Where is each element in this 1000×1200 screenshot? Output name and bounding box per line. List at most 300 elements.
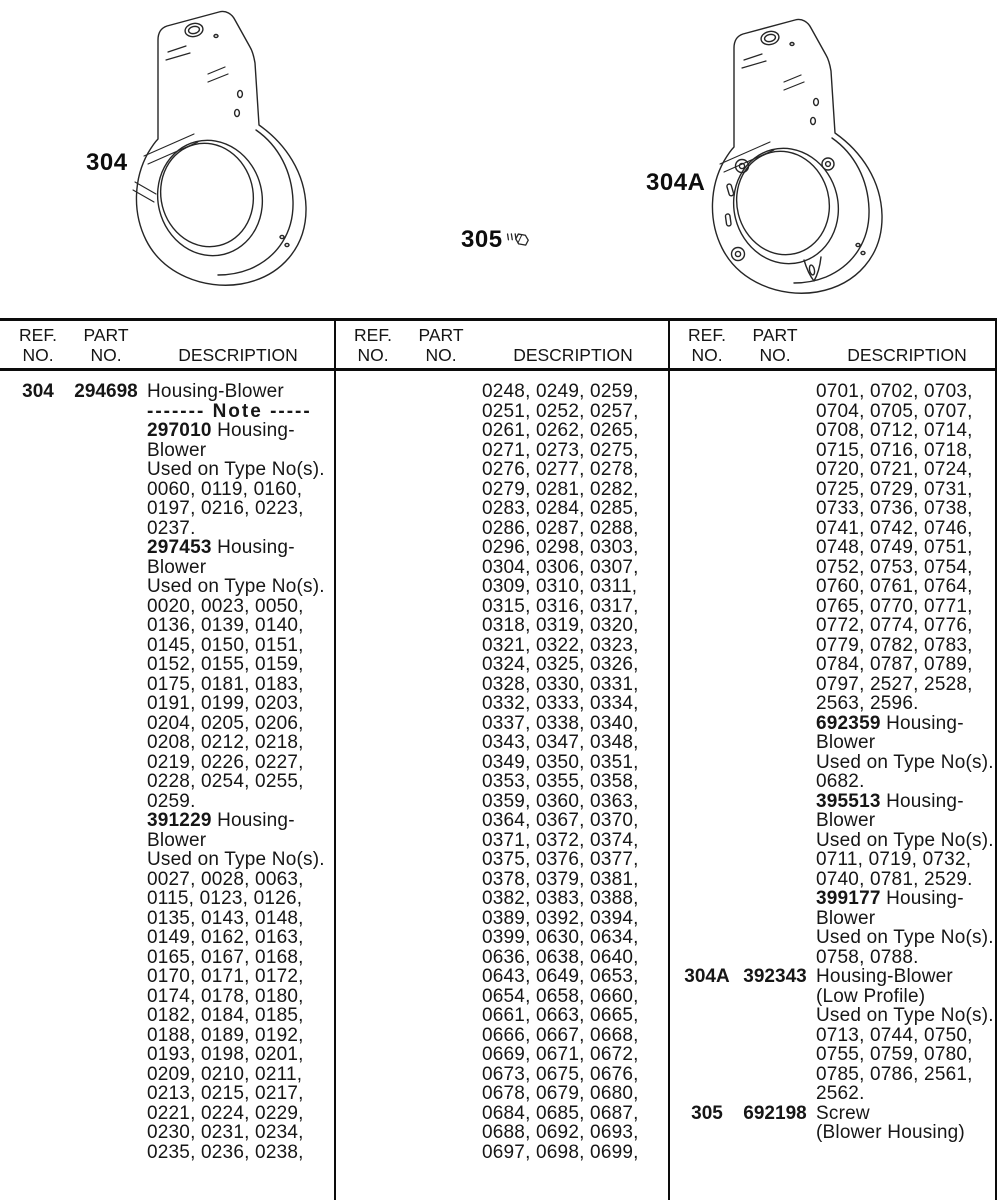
ref-no-cell: [11, 889, 65, 909]
blower-housing-304-drawing: [128, 6, 318, 286]
part-no-cell: [400, 948, 482, 968]
part-no-cell: [734, 421, 816, 441]
part-no-cell: [734, 480, 816, 500]
description-cell: 0276, 0277, 0278,: [482, 459, 639, 480]
part-no-cell: [400, 675, 482, 695]
figure-label-304: 304: [86, 149, 128, 176]
description-cell: Used on Type No(s).: [147, 576, 325, 597]
ref-no-cell: [11, 402, 65, 422]
ref-no-cell: [11, 636, 65, 656]
ref-no-cell: [11, 1143, 65, 1163]
description-cell: 0208, 0212, 0218,: [147, 732, 304, 753]
ref-no-cell: [11, 597, 65, 617]
part-no-cell: [734, 889, 816, 909]
description-cell: 0797, 2527, 2528,: [816, 673, 973, 695]
part-no-cell: [400, 753, 482, 773]
ref-no-cell: [346, 928, 400, 948]
header-ref-no: REF. NO.: [19, 325, 57, 365]
part-no-cell: [65, 733, 147, 753]
table-row: [1, 675, 333, 695]
ref-no-cell: [680, 1065, 734, 1085]
ref-no-cell: [346, 948, 400, 968]
description-cell: 0343, 0347, 0348,: [482, 732, 639, 753]
table-row: [670, 987, 1000, 1007]
description-cell: 0711, 0719, 0732,: [816, 849, 972, 870]
figure-label-305: 305: [461, 226, 503, 253]
table-header: [336, 318, 668, 365]
ref-no-cell: [11, 948, 65, 968]
part-no-cell: [65, 772, 147, 792]
ref-no-cell: [11, 1104, 65, 1124]
part-no-cell: [400, 1065, 482, 1085]
part-no-cell: [65, 811, 147, 831]
ref-no-cell: [11, 987, 65, 1007]
description-cell: Blower: [816, 907, 876, 929]
ref-no-cell: [11, 811, 65, 831]
description-cell: 0204, 0205, 0206,: [147, 712, 304, 734]
part-no-cell: [734, 382, 816, 402]
table-row: [1, 889, 333, 909]
table-row: [670, 519, 1000, 539]
ref-no-cell: [346, 889, 400, 909]
ref-no-cell: [346, 558, 400, 578]
part-no-cell: [734, 519, 816, 539]
ref-no-cell: [346, 733, 400, 753]
ref-no-cell: [680, 402, 734, 422]
part-no-cell: [734, 1045, 816, 1065]
part-no-cell: [400, 616, 482, 636]
description-cell: 0191, 0199, 0203,: [147, 693, 304, 714]
part-no-cell: [400, 480, 482, 500]
description-cell: Blower: [147, 556, 207, 578]
part-no-cell: [400, 831, 482, 851]
description-cell: 391229 Housing-: [147, 810, 295, 831]
table-row: [1, 714, 333, 734]
description-cell: 0785, 0786, 2561,: [816, 1063, 973, 1085]
table-row: [670, 441, 1000, 461]
part-no-cell: [734, 948, 816, 968]
part-no-cell: [400, 655, 482, 675]
table-row: [670, 402, 1000, 422]
ref-no-cell: [11, 792, 65, 812]
ref-no-cell: [346, 675, 400, 695]
ref-no-cell: [11, 480, 65, 500]
description-cell: Used on Type No(s).: [147, 849, 325, 870]
description-cell: 0213, 0215, 0217,: [147, 1083, 304, 1104]
table-row: [670, 675, 1000, 695]
ref-no-cell: [11, 1123, 65, 1143]
description-cell: 0165, 0167, 0168,: [147, 946, 304, 968]
ref-no-cell: [346, 616, 400, 636]
part-no-cell: [65, 1143, 147, 1163]
description-cell: 0399, 0630, 0634,: [482, 927, 639, 948]
ref-no-cell: [346, 967, 400, 987]
description-cell: 0145, 0150, 0151,: [147, 634, 304, 656]
table-row: [1, 1006, 333, 1026]
part-no-cell: [734, 402, 816, 422]
part-no-cell: [400, 1084, 482, 1104]
table-row: [1, 1104, 333, 1124]
ref-no-cell: 304: [22, 381, 54, 402]
ref-no-cell: [11, 870, 65, 890]
table-row: [670, 597, 1000, 617]
part-no-cell: [65, 1123, 147, 1143]
ref-no-cell: [346, 1123, 400, 1143]
description-cell: 0353, 0355, 0358,: [482, 771, 639, 792]
table-row: [670, 1065, 1000, 1085]
description-cell: 297010 Housing-: [147, 420, 295, 441]
ref-no-cell: [11, 1026, 65, 1046]
description-cell: 297453 Housing-: [147, 537, 295, 558]
ref-no-cell: [11, 831, 65, 851]
description-cell: 0697, 0698, 0699,: [482, 1141, 639, 1163]
ref-no-cell: [11, 1045, 65, 1065]
table-row: [1, 441, 333, 461]
ref-no-cell: [346, 772, 400, 792]
part-no-cell: [400, 1026, 482, 1046]
ref-no-cell: [680, 772, 734, 792]
ref-no-cell: [346, 792, 400, 812]
part-no-cell: [400, 538, 482, 558]
part-no-cell: [400, 519, 482, 539]
description-cell: 0720, 0721, 0724,: [816, 459, 973, 480]
ref-no-cell: [680, 382, 734, 402]
description-cell: 0636, 0638, 0640,: [482, 946, 639, 968]
ref-no-cell: [346, 441, 400, 461]
ref-no-cell: [680, 850, 734, 870]
part-no-cell: [400, 1104, 482, 1124]
description-cell: 0688, 0692, 0693,: [482, 1122, 639, 1143]
description-cell: 0371, 0372, 0374,: [482, 829, 639, 851]
ref-no-cell: [680, 792, 734, 812]
part-no-cell: [400, 909, 482, 929]
description-cell: 0197, 0216, 0223,: [147, 498, 304, 519]
part-no-cell: 692198: [743, 1102, 807, 1124]
part-no-cell: [65, 616, 147, 636]
ref-no-cell: [11, 421, 65, 441]
table-row: [336, 948, 668, 968]
ref-no-cell: [680, 987, 734, 1007]
part-no-cell: [65, 850, 147, 870]
table-row: [1, 382, 333, 402]
table-row: [1, 772, 333, 792]
part-no-cell: [65, 889, 147, 909]
part-no-cell: [65, 538, 147, 558]
table-row: [336, 928, 668, 948]
ref-no-cell: [680, 460, 734, 480]
ref-no-cell: [346, 909, 400, 929]
ref-no-cell: [11, 655, 65, 675]
ref-no-cell: [680, 714, 734, 734]
table-row: [670, 1104, 1000, 1124]
ref-no-cell: [680, 597, 734, 617]
ref-no-cell: [346, 655, 400, 675]
part-no-cell: [65, 1104, 147, 1124]
part-no-cell: [734, 811, 816, 831]
description-cell: Used on Type No(s).: [816, 751, 994, 773]
part-no-cell: [734, 928, 816, 948]
part-no-cell: [734, 1026, 816, 1046]
table-row: [670, 655, 1000, 675]
ref-no-cell: [346, 870, 400, 890]
ref-no-cell: [680, 889, 734, 909]
part-no-cell: 392343: [743, 966, 807, 987]
part-no-cell: [65, 694, 147, 714]
table-row: [670, 948, 1000, 968]
description-cell: 0673, 0675, 0676,: [482, 1063, 639, 1085]
ref-no-cell: [346, 714, 400, 734]
part-no-cell: [734, 753, 816, 773]
description-cell: 0359, 0360, 0363,: [482, 790, 639, 812]
ref-no-cell: [680, 655, 734, 675]
part-no-cell: [400, 558, 482, 578]
description-cell: 0221, 0224, 0229,: [147, 1102, 304, 1124]
header-description: DESCRIPTION: [178, 345, 298, 365]
ref-no-cell: [11, 928, 65, 948]
description-cell: 399177 Housing-: [816, 888, 964, 909]
table-row: [336, 558, 668, 578]
description-cell: 0182, 0184, 0185,: [147, 1005, 304, 1026]
table-row: [1, 519, 333, 539]
ref-no-cell: [680, 1026, 734, 1046]
part-no-cell: [400, 889, 482, 909]
description-cell: 0304, 0306, 0307,: [482, 556, 639, 578]
part-no-cell: [65, 597, 147, 617]
description-cell: 0174, 0178, 0180,: [147, 985, 304, 1007]
table-row: [670, 753, 1000, 773]
part-no-cell: [734, 792, 816, 812]
part-no-cell: [400, 441, 482, 461]
ref-no-cell: [11, 753, 65, 773]
part-no-cell: [400, 870, 482, 890]
table-row: [336, 694, 668, 714]
ref-no-cell: [11, 694, 65, 714]
part-no-cell: [734, 870, 816, 890]
table-row: [336, 1045, 668, 1065]
part-no-cell: [400, 1045, 482, 1065]
ref-no-cell: [680, 909, 734, 929]
ref-no-cell: [680, 1006, 734, 1026]
description-cell: 0389, 0392, 0394,: [482, 907, 639, 929]
part-no-cell: [65, 499, 147, 519]
table-row: [1, 1045, 333, 1065]
ref-no-cell: [11, 538, 65, 558]
part-no-cell: [65, 987, 147, 1007]
ref-no-cell: [346, 811, 400, 831]
table-row: [336, 538, 668, 558]
description-cell: 0328, 0330, 0331,: [482, 673, 639, 695]
description-cell: Screw: [816, 1102, 870, 1124]
description-cell: 0279, 0281, 0282,: [482, 478, 639, 500]
ref-no-cell: [680, 1084, 734, 1104]
ref-no-cell: [346, 1104, 400, 1124]
description-cell: 0261, 0262, 0265,: [482, 420, 639, 441]
ref-no-cell: [680, 499, 734, 519]
blower-housing-304a-drawing: [704, 14, 894, 294]
table-row: [670, 1045, 1000, 1065]
table-row: [1, 655, 333, 675]
ref-no-cell: [346, 1026, 400, 1046]
table-row: [670, 928, 1000, 948]
ref-no-cell: [11, 460, 65, 480]
table-row: [670, 889, 1000, 909]
ref-no-cell: [11, 616, 65, 636]
table-row: [1, 480, 333, 500]
table-row: [336, 831, 668, 851]
table-row: [1, 1026, 333, 1046]
ref-no-cell: [680, 616, 734, 636]
table-row: [670, 636, 1000, 656]
description-cell: 0758, 0788.: [816, 946, 919, 968]
ref-no-cell: [346, 382, 400, 402]
ref-no-cell: [346, 460, 400, 480]
table-row: [1, 948, 333, 968]
description-cell: Used on Type No(s).: [147, 459, 325, 480]
part-no-cell: [734, 1123, 816, 1143]
screw-305-icon: [502, 226, 532, 254]
ref-no-cell: [680, 948, 734, 968]
description-cell: 0752, 0753, 0754,: [816, 556, 973, 578]
part-no-cell: [400, 733, 482, 753]
part-no-cell: [65, 831, 147, 851]
ref-no-cell: [11, 967, 65, 987]
ref-no-cell: [11, 558, 65, 578]
description-cell: 0020, 0023, 0050,: [147, 595, 304, 617]
part-no-cell: [734, 1065, 816, 1085]
ref-no-cell: [346, 538, 400, 558]
table-row: [670, 811, 1000, 831]
description-cell: 0324, 0325, 0326,: [482, 654, 639, 675]
ref-no-cell: [346, 480, 400, 500]
table-row: [1, 1065, 333, 1085]
description-cell: 0228, 0254, 0255,: [147, 771, 304, 792]
figure-label-304a: 304A: [646, 169, 706, 196]
ref-no-cell: [346, 1143, 400, 1163]
description-cell: 0318, 0319, 0320,: [482, 615, 639, 636]
table-row: [336, 1006, 668, 1026]
table-row: [336, 889, 668, 909]
description-cell: 2563, 2596.: [816, 693, 919, 714]
description-cell: 0337, 0338, 0340,: [482, 712, 639, 734]
description-cell: 0760, 0761, 0764,: [816, 576, 973, 597]
part-no-cell: [400, 1006, 482, 1026]
part-no-cell: [734, 538, 816, 558]
description-cell: 0375, 0376, 0377,: [482, 849, 639, 870]
description-cell: 0060, 0119, 0160,: [147, 478, 303, 500]
description-cell: 0643, 0649, 0653,: [482, 966, 639, 987]
description-cell: 0115, 0123, 0126,: [147, 888, 303, 909]
part-no-cell: [734, 772, 816, 792]
ref-no-cell: [346, 1065, 400, 1085]
description-cell: 0027, 0028, 0063,: [147, 868, 304, 890]
description-cell: 0682.: [816, 771, 865, 792]
ref-no-cell: [346, 577, 400, 597]
description-cell: 0149, 0162, 0163,: [147, 927, 304, 948]
table-row: [336, 811, 668, 831]
description-cell: 0237.: [147, 517, 196, 539]
table-row: [1, 460, 333, 480]
part-no-cell: [400, 694, 482, 714]
description-cell: 0784, 0787, 0789,: [816, 654, 973, 675]
ref-no-cell: [346, 402, 400, 422]
header-part-no: PART NO.: [83, 325, 129, 365]
part-no-cell: [734, 831, 816, 851]
description-cell: 0309, 0310, 0311,: [482, 576, 638, 597]
description-cell: 0230, 0231, 0234,: [147, 1122, 304, 1143]
table-row: [670, 1084, 1000, 1104]
table-row: [1, 538, 333, 558]
part-no-cell: [65, 967, 147, 987]
ref-no-cell: [680, 636, 734, 656]
part-no-cell: [400, 402, 482, 422]
header-description: DESCRIPTION: [513, 345, 633, 365]
table-row: [336, 870, 668, 890]
description-cell: 0271, 0273, 0275,: [482, 439, 639, 461]
description-cell: 0765, 0770, 0771,: [816, 595, 973, 617]
header-part-no: PART NO.: [752, 325, 798, 365]
ref-no-cell: [680, 811, 734, 831]
ref-no-cell: [11, 577, 65, 597]
description-cell: 0678, 0679, 0680,: [482, 1083, 639, 1104]
description-cell: 0684, 0685, 0687,: [482, 1102, 639, 1124]
part-no-cell: [400, 636, 482, 656]
part-no-cell: [65, 792, 147, 812]
part-no-cell: [734, 850, 816, 870]
part-no-cell: [65, 558, 147, 578]
ref-no-cell: [680, 753, 734, 773]
table-row: [670, 460, 1000, 480]
ref-no-cell: [680, 1045, 734, 1065]
table-row: [670, 577, 1000, 597]
table-row: [1, 421, 333, 441]
description-cell: 0248, 0249, 0259,: [482, 381, 639, 402]
table-header: [670, 318, 1000, 365]
table-row: [1, 870, 333, 890]
ref-no-cell: [346, 519, 400, 539]
ref-no-cell: [11, 714, 65, 734]
description-cell: Used on Type No(s).: [816, 927, 994, 948]
table-row: [1, 792, 333, 812]
ref-no-cell: [11, 733, 65, 753]
parts-table: [0, 318, 1000, 1200]
table-row: [336, 714, 668, 734]
part-no-cell: [734, 733, 816, 753]
part-no-cell: [400, 577, 482, 597]
ref-no-cell: [346, 987, 400, 1007]
part-no-cell: [65, 1084, 147, 1104]
header-ref-no: REF. NO.: [354, 325, 392, 365]
table-row: [336, 460, 668, 480]
table-column-body-2: [336, 382, 668, 1162]
part-no-cell: [734, 460, 816, 480]
description-cell: 0661, 0663, 0665,: [482, 1005, 639, 1026]
part-no-cell: [400, 811, 482, 831]
description-cell: 0733, 0736, 0738,: [816, 498, 973, 519]
part-no-cell: [400, 772, 482, 792]
ref-no-cell: [346, 753, 400, 773]
table-row: [336, 772, 668, 792]
description-cell: 0741, 0742, 0746,: [816, 517, 973, 539]
part-no-cell: [400, 850, 482, 870]
description-cell: 0315, 0316, 0317,: [482, 595, 639, 617]
ref-no-cell: [346, 1006, 400, 1026]
part-no-cell: [400, 792, 482, 812]
ref-no-cell: [346, 850, 400, 870]
description-cell: 0364, 0367, 0370,: [482, 810, 639, 831]
description-cell: 0666, 0667, 0668,: [482, 1024, 639, 1046]
description-cell: Blower: [816, 810, 876, 831]
ref-no-cell: [11, 909, 65, 929]
